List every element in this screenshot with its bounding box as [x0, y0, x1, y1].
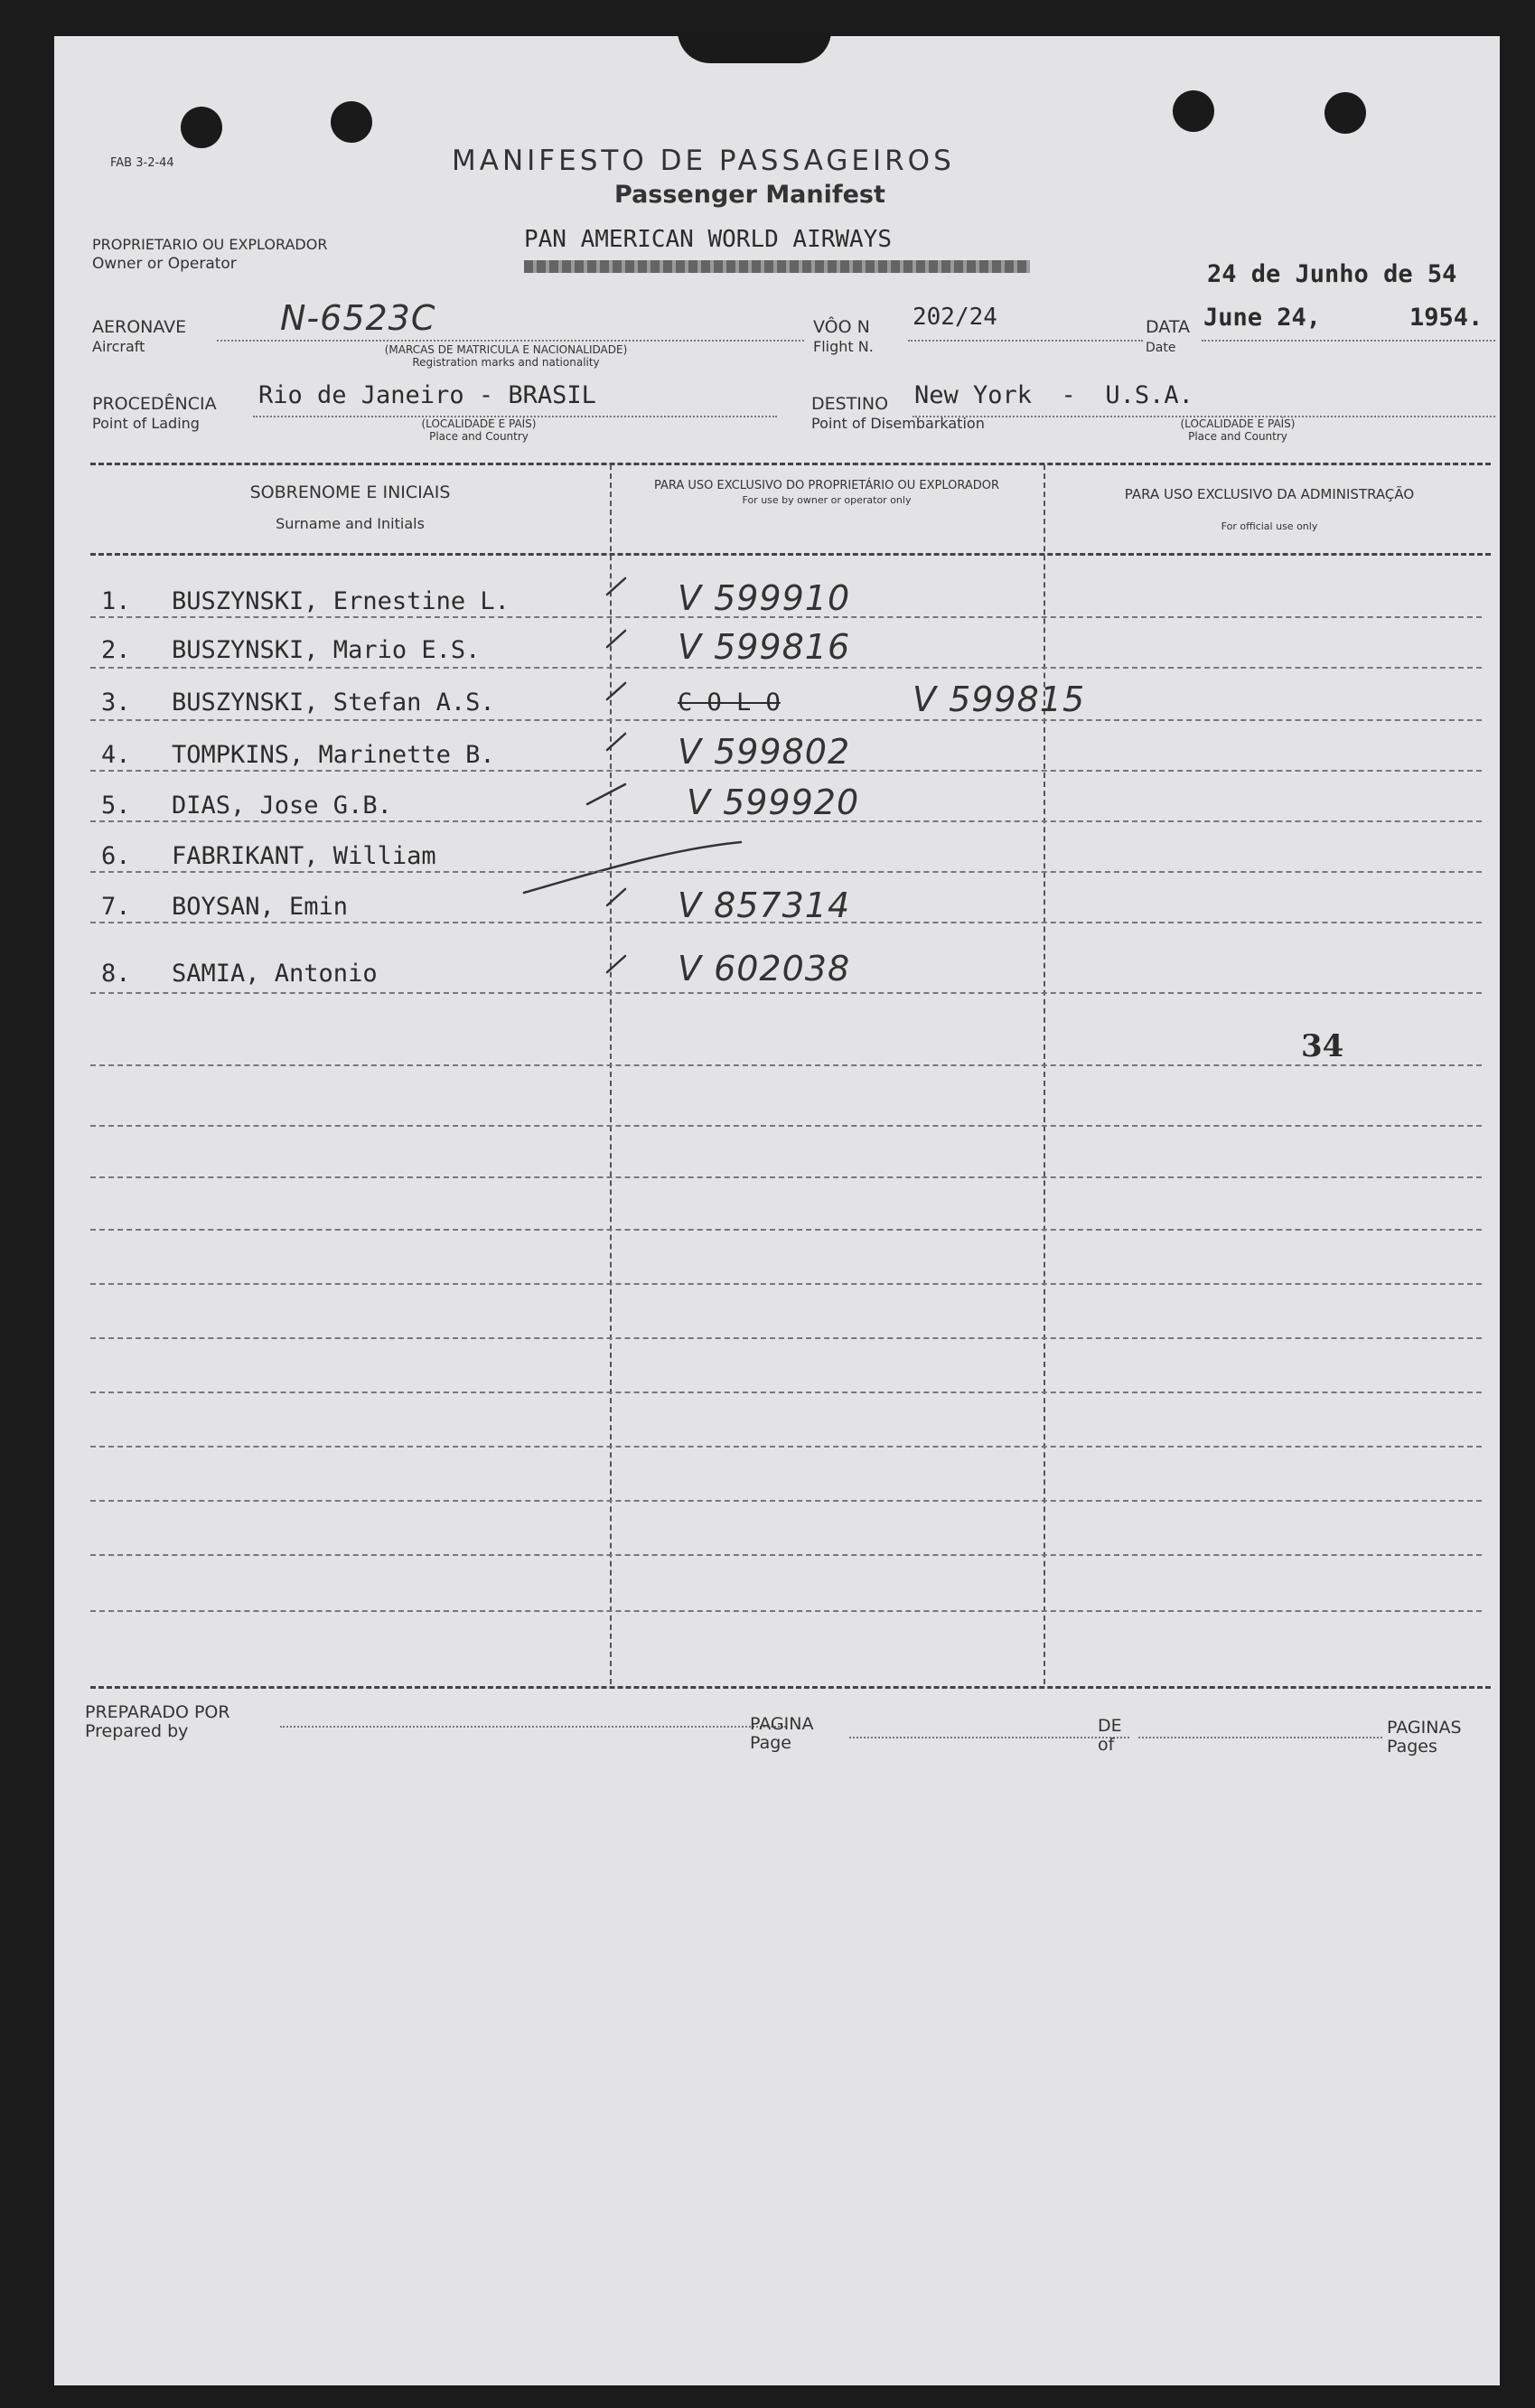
row-line — [90, 1176, 1482, 1178]
page-label-en: Page — [750, 1733, 791, 1753]
row-line — [90, 667, 1482, 669]
struck-entry: C O L O — [678, 689, 781, 717]
row-num: 8. — [101, 960, 131, 988]
row-num: 5. — [101, 792, 131, 820]
passenger-code: V 857314 — [678, 885, 851, 925]
row-line — [90, 1125, 1482, 1127]
date-year: 1954. — [1409, 304, 1484, 332]
owner-label-pt: PROPRIETARIO OU EXPLORADOR — [92, 236, 328, 253]
col2-header-en: For use by owner or operator only — [742, 494, 912, 506]
of-label-en: of — [1098, 1735, 1115, 1755]
flight-label-pt: VÔO N — [813, 317, 870, 337]
row-num: 6. — [101, 842, 131, 870]
row-num: 2. — [101, 636, 131, 664]
passenger-name: BUSZYNSKI, Ernestine L. — [172, 587, 510, 615]
date-value: June 24, — [1203, 304, 1322, 332]
col1-header-en: Surname and Initials — [276, 515, 425, 532]
col3-header-pt: PARA USO EXCLUSIVO DA ADMINISTRAÇÃO — [1124, 486, 1415, 502]
pages-label-pt: PAGINAS — [1387, 1718, 1462, 1738]
row-line — [90, 1283, 1482, 1285]
origin-label-pt: PROCEDÊNCIA — [92, 394, 217, 414]
row-line — [90, 1610, 1482, 1612]
passenger-name: BUSZYNSKI, Mario E.S. — [172, 636, 481, 664]
owner-value: PAN AMERICAN WORLD AIRWAYS — [524, 226, 892, 253]
page-label — [750, 1715, 813, 1753]
aircraft-label-pt: AERONAVE — [92, 317, 187, 337]
date-label-en: Date — [1146, 341, 1176, 355]
dest-value: New York - U.S.A. — [914, 381, 1193, 409]
page-line — [849, 1737, 1129, 1738]
dest-note-pt: (LOCALIDADE E PAÍS) — [1180, 417, 1296, 430]
row-num: 4. — [101, 741, 131, 769]
dest-label-en: Point of Disembarkation — [811, 415, 985, 432]
row-line — [90, 820, 1482, 822]
passenger-code: V 599920 — [687, 782, 860, 822]
row-num: 3. — [101, 689, 131, 717]
date-pt: 24 de Junho de 54 — [1207, 260, 1457, 288]
row-line — [90, 1446, 1482, 1448]
manifest-sheet — [54, 36, 1500, 2385]
row-line — [90, 719, 1482, 721]
official-count: 34 — [1301, 1028, 1344, 1064]
passenger-code: V 599816 — [678, 627, 851, 667]
passenger-name: SAMIA, Antonio — [172, 960, 378, 988]
aircraft-note-en: Registration marks and nationality — [412, 356, 600, 369]
owner-label-en: Owner or Operator — [92, 255, 237, 273]
table-bottom-line — [90, 1686, 1491, 1689]
dest-note-en: Place and Country — [1188, 430, 1287, 443]
flight-value: 202/24 — [913, 304, 997, 331]
origin-value: Rio de Janeiro - BRASIL — [258, 381, 596, 409]
row-line — [90, 922, 1482, 923]
dest-label-pt: DESTINO — [811, 394, 889, 414]
aircraft-value: N-6523C — [280, 298, 436, 338]
row-line — [90, 992, 1482, 994]
origin-label-en: Point of Lading — [92, 415, 200, 432]
row-line — [90, 1554, 1482, 1556]
aircraft-note-pt: (MARCAS DE MATRICULA E NACIONALIDADE) — [384, 343, 628, 356]
row-line — [90, 1391, 1482, 1393]
pages-label — [1387, 1719, 1462, 1757]
prepared-label — [85, 1703, 230, 1741]
passenger-code: V 599815 — [913, 679, 1086, 719]
row-line — [90, 871, 1482, 873]
row-line — [90, 1337, 1482, 1339]
passenger-name: BOYSAN, Emin — [172, 893, 349, 921]
col2-header-pt: PARA USO EXCLUSIVO DO PROPRIETÁRIO OU EXPLORADOR — [653, 479, 1000, 492]
passenger-code: V 602038 — [678, 949, 851, 988]
date-label-pt: DATA — [1146, 317, 1190, 337]
passenger-name: TOMPKINS, Marinette B. — [172, 741, 495, 769]
passenger-code: V 599910 — [678, 578, 851, 618]
flight-label-en: Flight N. — [813, 338, 874, 355]
pen-marks — [54, 36, 1500, 1120]
passenger-name: DIAS, Jose G.B. — [172, 792, 392, 820]
row-line — [90, 1064, 1482, 1066]
prepared-label-en: Prepared by — [85, 1721, 189, 1741]
row-line — [90, 616, 1482, 618]
origin-note-pt: (LOCALIDADE E PAÍS) — [421, 417, 537, 430]
title-en: Passenger Manifest — [614, 181, 885, 209]
row-line — [90, 1229, 1482, 1231]
of-label — [1098, 1717, 1122, 1755]
origin-note-en: Place and Country — [429, 430, 529, 443]
of-label-pt: DE — [1098, 1716, 1122, 1736]
form-code: FAB 3-2-44 — [110, 156, 174, 170]
aircraft-label-en: Aircraft — [92, 338, 145, 355]
prepared-label-pt: PREPARADO POR — [85, 1702, 230, 1722]
col1-header-pt: SOBRENOME E INICIAIS — [249, 483, 451, 502]
passenger-code: V 599802 — [678, 732, 851, 772]
col3-header-en: For official use only — [1221, 520, 1318, 532]
title-pt: MANIFESTO DE PASSAGEIROS — [452, 145, 955, 177]
page-label-pt: PAGINA — [750, 1714, 814, 1734]
passenger-name: FABRIKANT, William — [172, 842, 436, 870]
row-num: 7. — [101, 893, 131, 921]
pages-label-en: Pages — [1387, 1737, 1437, 1757]
row-line — [90, 770, 1482, 772]
row-line — [90, 1500, 1482, 1502]
row-num: 1. — [101, 587, 131, 615]
prepared-line — [280, 1726, 786, 1728]
of-line — [1138, 1737, 1382, 1738]
passenger-name: BUSZYNSKI, Stefan A.S. — [172, 689, 495, 717]
